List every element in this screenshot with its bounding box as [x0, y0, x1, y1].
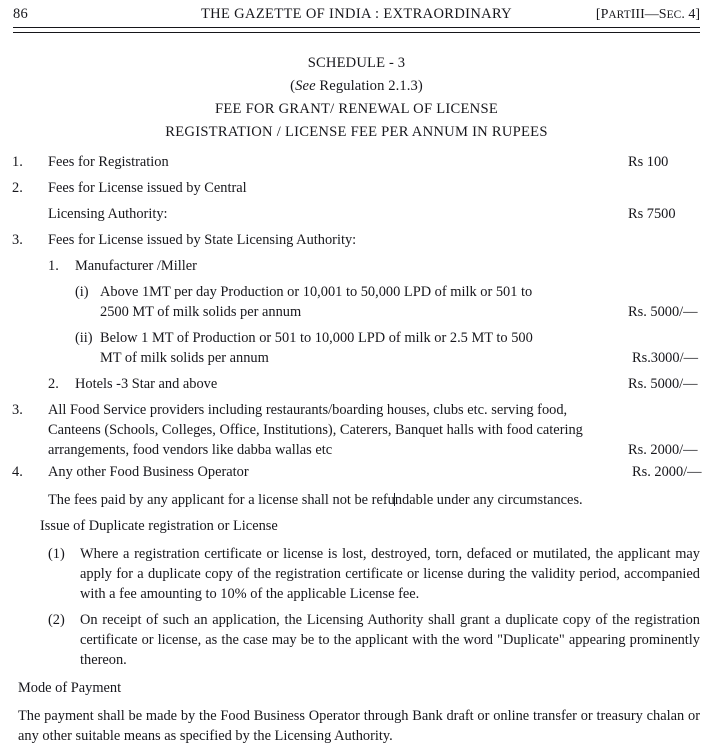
fee-item-text: All Food Service providers including restaurants/boarding houses, clubs etc. serving food, Canteens (Schools, Colleges, Office, Institutions), Caterers, Banquet halls with food catering arrangements, food vendors like dabba wallas etc [48, 402, 583, 458]
state-sub-item-text: Hotels -3 Star and above [75, 376, 218, 392]
payment-heading-row [0, 678, 713, 698]
payment-section-text: The payment shall be made by the Food Business Operator through Bank draft or online transfer or treasury chalan or any other suitable means as specified by the Licensing Authority. [18, 708, 700, 744]
part-em-dash: — [644, 7, 659, 22]
duplicate-section-heading-row [0, 516, 713, 536]
fee-grant-renewal-heading: FEE FOR GRANT/ RENEWAL OF LICENSE [215, 101, 498, 117]
fee-amount: Rs. 2000/— [628, 442, 698, 458]
part-word-initial: P [600, 7, 609, 22]
schedule-body [0, 152, 713, 746]
sec-number: . 4 [681, 7, 696, 22]
state-sub-item-text: Above 1MT per day Production or 10,001 to 50,000 LPD of milk or 501 to 2500 MT of milk solids per annum [100, 284, 533, 320]
fee-item-row [0, 230, 713, 250]
fee-item-text: Fees for License issued by State Licensing Authority: [48, 232, 357, 248]
fee-amount: Rs. 2000/— [632, 464, 702, 480]
part-section-label [596, 7, 700, 23]
sec-word-initial: S [658, 7, 667, 22]
list-number: 3. [12, 232, 23, 248]
fee-item-text-continued: Licensing Authority: [48, 206, 168, 222]
state-sub-item-text: Manufacturer /Miller [75, 258, 197, 274]
payment-text-row [0, 706, 713, 746]
refund-note-row [0, 490, 713, 510]
page-folio-number: 86 [13, 6, 28, 22]
duplicate-clause-row [0, 544, 713, 604]
list-number: (ii) [75, 330, 93, 346]
regulation-reference [13, 75, 700, 98]
part-bracket-open: [ [595, 7, 601, 22]
fee-item-row [0, 462, 713, 482]
list-number: 3. [12, 402, 23, 418]
duplicate-section-heading: Issue of Duplicate registration or License [40, 518, 278, 534]
fee-item-continuation-row [0, 204, 713, 224]
fee-amount: Rs 100 [628, 154, 669, 170]
fee-amount: Rs.3000/— [632, 350, 698, 366]
fee-item-row [0, 152, 713, 172]
list-number: 4. [12, 464, 23, 480]
header-rule-upper [13, 27, 700, 28]
state-sub-item-row [0, 282, 713, 322]
schedule-title-block [13, 52, 700, 144]
list-number: 1. [48, 258, 59, 274]
sec-word-smallcaps: EC [666, 9, 682, 21]
fee-item-text: Any other Food Business Operator [48, 464, 249, 480]
fee-item-text: Fees for License issued by Central [48, 180, 247, 196]
registration-fee-heading: REGISTRATION / LICENSE FEE PER ANNUM IN RUPEES [165, 124, 548, 140]
refund-note-text [48, 490, 700, 510]
refund-note-part2: ndable under any circumstances. [394, 492, 583, 508]
state-sub-item-row [0, 256, 713, 276]
part-bracket-close: ] [695, 7, 700, 22]
part-roman-numeral: III [630, 7, 645, 22]
schedule-heading: SCHEDULE - 3 [307, 55, 406, 71]
list-number: (2) [48, 612, 65, 628]
payment-section-heading: Mode of Payment [18, 680, 122, 696]
fee-amount: Rs. 5000/— [628, 376, 698, 392]
fee-amount: Rs. 5000/— [628, 304, 698, 320]
header-rule-lower [13, 32, 700, 33]
regulation-number: Regulation 2.1.3) [315, 78, 423, 94]
fee-item-row [0, 400, 713, 460]
list-number: (1) [48, 546, 65, 562]
fee-item-row [0, 178, 713, 198]
running-header [13, 6, 700, 26]
list-number: (i) [75, 284, 89, 300]
list-number: 2. [12, 180, 23, 196]
gazette-header-title: THE GAZETTE OF INDIA : EXTRAORDINARY [200, 6, 513, 22]
list-number: 1. [12, 154, 23, 170]
list-number: 2. [48, 376, 59, 392]
duplicate-clause-text: Where a registration certificate or license is lost, destroyed, torn, defaced or mutilated, the applicant may apply for a duplicate copy of the registration certificate or license during the validity period, accompanied with a fee amounting to 10% of the applicable License fee. [80, 546, 700, 602]
refund-note-part1: The fees paid by any applicant for a license shall not be refu [48, 492, 395, 508]
fee-amount: Rs 7500 [628, 206, 676, 222]
state-sub-item-row [0, 374, 713, 394]
part-word-smallcaps: ART [608, 9, 631, 21]
state-sub-item-row [0, 328, 713, 368]
state-sub-item-text: Below 1 MT of Production or 501 to 10,000 LPD of milk or 2.5 MT to 500 MT of milk solids per annum [100, 330, 533, 366]
see-paren-open: ( [290, 78, 296, 94]
duplicate-clause-row [0, 610, 713, 670]
fee-item-text: Fees for Registration [48, 154, 169, 170]
see-word: See [295, 78, 316, 94]
duplicate-clause-text: On receipt of such an application, the Licensing Authority shall grant a duplicate copy of the registration certificate or license, as the case may be to the applicant with the word "Duplicate" appearing prominently thereon. [80, 612, 700, 668]
